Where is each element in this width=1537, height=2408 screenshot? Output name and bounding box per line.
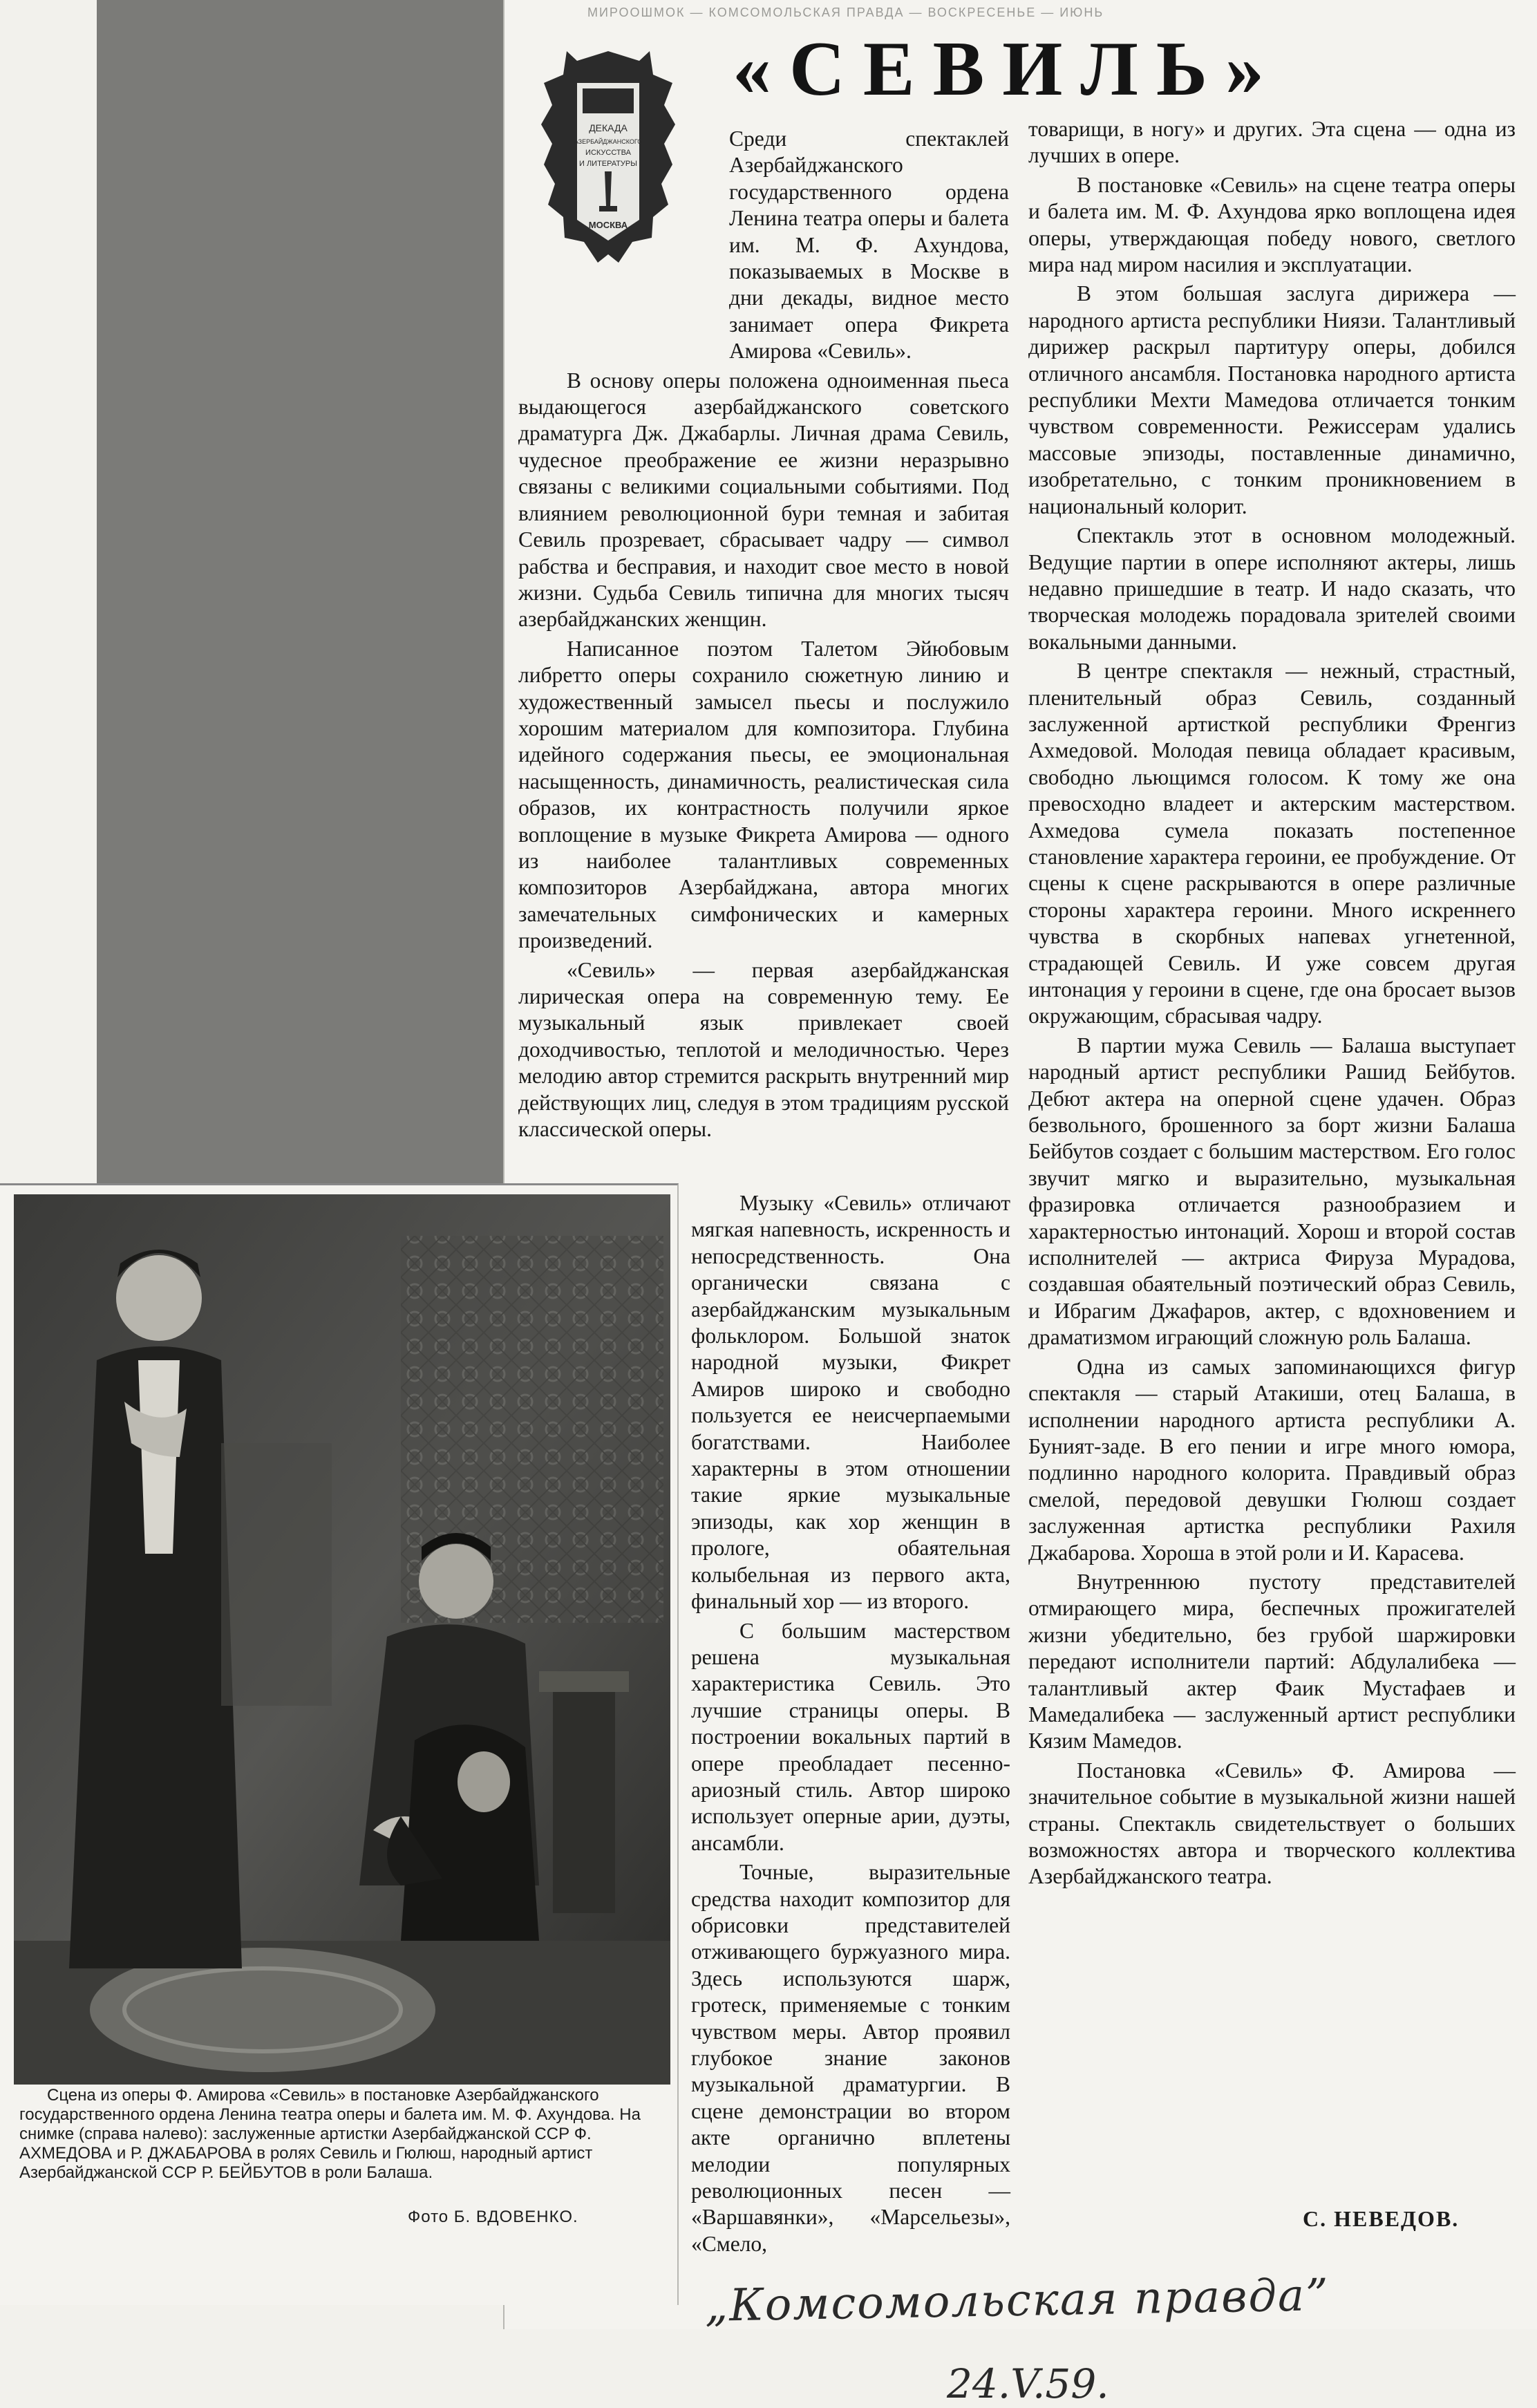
article-column-3 <box>691 1190 1010 2257</box>
paragraph: Одна из самых запоминающихся фигур спектакля — старый Атакиши, отец Балаша, в исполнении народного артиста республики А. Буният-заде. В его пении и игре много юмора, подлинно народного колорита. Правдивый образ смелой, передовой девушки Гюлюш создает заслуженная артистка республики Рахиля Джабарова. Хороша в этой роли и И. Карасева. <box>1028 1354 1516 1565</box>
svg-text:ИСКУССТВА: ИСКУССТВА <box>585 149 631 157</box>
opera-scene-photo <box>14 1194 670 2085</box>
handwritten-source-note: „Комсомольская правда” <box>704 2270 1330 2332</box>
svg-text:И ЛИТЕРАТУРЫ: И ЛИТЕРАТУРЫ <box>578 160 638 168</box>
paragraph: В постановке «Севиль» на сцене театра оперы и балета им. М. Ф. Ахундова ярко воплощена идея оперы, утверждающая победу нового, светлого мира над миром насилия и эксплуатации. <box>1028 172 1516 277</box>
paragraph: С большим мастерством решена музыкальная характеристика Севиль. Это лучшие страницы оперы. В построении вокальных партий в опере преобладает песенно-ариозный стиль. Автор широко использует оперные арии, дуэты, ансамбли. <box>691 1618 1010 1855</box>
paragraph: Постановка «Севиль» Ф. Амирова — значительное событие в музыкальной жизни нашей страны. Спектакль свидетельствует о больших возможностях автора и творческого коллектива Азербайджанского театра. <box>1028 1758 1516 1889</box>
article-column-1 <box>518 126 1009 1142</box>
article-title: «СЕВИЛЬ» <box>733 26 1282 112</box>
svg-text:АЗЕРБАЙДЖАНСКОГО: АЗЕРБАЙДЖАНСКОГО <box>574 138 643 145</box>
author-signature: С. НЕВЕДОВ. <box>1303 2206 1460 2231</box>
photo-caption <box>19 2086 676 2183</box>
newspaper-masthead-strip: МИРООШМОК — КОМСОМОЛЬСКАЯ ПРАВДА — ВОСКРЕСЕНЬЕ — ИЮНЬ <box>587 6 1104 19</box>
caption-text: Сцена из оперы Ф. Амирова «Севиль» в постановке Азербайджанского государственного ордена Ленина театра оперы и балета им. М. Ф. Ахундова. На снимке (справа налево): заслуженные артистки Азербайджанской ССР Ф. АХМЕДОВА и Р. ДЖАБАРОВА в ролях Севиль и Гюлюш, народный артист Азербайджанской ССР Р. БЕЙБУТОВ в роли Балаша. <box>19 2086 641 2182</box>
handwritten-date-note: 24.V.59. <box>947 2360 1109 2407</box>
paragraph: В центре спектакля — нежный, страстный, пленительный образ Севиль, созданный заслуженной артисткой республики Френгиз Ахмедовой. Молодая певица обладает красивым, свободно льющимся голосом. К тому же она превосходно владеет и актерским мастерством. Ахмедова сумела показать постепенное становление характера героини, ее пробуждение. От сцены к сцене раскрываются в опере различные стороны характера героини. Много искреннего чувства в скорбных напевах угнетенной, страдающей Севиль. И уже совсем другая интонация у героини в сцене, где она бросает вызов окружающим, сбрасывая чадру. <box>1028 659 1516 1028</box>
paragraph: «Севиль» — первая азербайджанская лирическая опера на современную тему. Ее музыкальный язык привлекает своей доходчивостью, теплотой и мелодичностью. Через мелодию автор стремится раскрыть внутренний мир действующих лиц, следуя в этом традициям русской классической оперы. <box>518 957 1009 1142</box>
paragraph: Написанное поэтом Талетом Эйюбовым либретто оперы сохранило сюжетную линию и художественный замысел пьесы и послужило хорошим материалом для композитора. Глубина идейного содержания пьесы, ее эмоциональная насыщенность, динамичность, реалистическая сила образов, их контрастность получили яркое воплощение в музыке Фикрета Амирова — одного из наиболее талантливых современных композиторов Азербайджана, автора многих замечательных симфонических и камерных произведений. <box>518 636 1009 953</box>
emblem-text-wrap <box>518 126 729 341</box>
article-column-2 <box>1028 116 1516 1890</box>
paragraph: Среди спектаклей Азербайджанского государственного ордена Ленина театра оперы и балета им. М. Ф. Ахундова, показываемых в Москве в дни декады, видное место занимает опера Фикрета Амирова «Севиль». <box>729 126 1009 364</box>
paragraph: Музыку «Севиль» отличают мягкая напевность, искренность и непосредственность. Она органически связана с азербайджанским музыкальным фольклором. Большой знаток народной музыки, Фикрет Амиров широко и свободно пользуется ее неисчерпаемыми богатствами. Наиболее характерны в этом отношении такие яркие музыкальные эпизоды, как хор женщин в прологе, обаятельная колыбельная из первого акта, финальный хор — из второго. <box>691 1191 1010 1614</box>
paragraph: Спектакль этот в основном молодежный. Ведущие партии в опере исполняют актеры, лишь недавно пришедшие в театр. И надо сказать, что творческая молодежь порадовала зрителей своими вокальными данными. <box>1028 523 1516 654</box>
gray-backing-sheet <box>97 0 518 1189</box>
svg-text:МОСКВА: МОСКВА <box>588 220 628 230</box>
paragraph: Внутреннюю пустоту представителей отмирающего мира, беспечных прожигателей жизни убедительно, без грубой шаржировки передают исполнители партий: Абдулалибека — талантливый актер Фаик Мустафаев и Мамедалибека — заслуженный артист республики Кязим Мамедов. <box>1028 1569 1516 1753</box>
paragraph: товарищи, в ногу» и других. Эта сцена — одна из лучших в опере. <box>1028 117 1516 168</box>
svg-text:ДЕКАДА: ДЕКАДА <box>589 122 628 133</box>
paragraph: Точные, выразительные средства находит композитор для обрисовки представителей отживающего буржуазного мира. Здесь используются шарж, гротеск, применяемые с тонким чувством меры. Автор проявил глубокое знание законов музыкальной драматургии. В сцене демонстрации во втором акте органично вплетены мелодии популярных революционных песен — «Варшавянки», «Марсельезы», «Смело, <box>691 1860 1010 2256</box>
paragraph: В основу оперы положена одноименная пьеса выдающегося азербайджанского советского драматурга Дж. Джабарлы. Личная драма Севиль, чудесное преображение ее жизни неразрывно связаны с великими социальными событиями. Под влиянием революционной бури темная и забитая Севиль прозревает, сбрасывает чадру — символ рабства и бесправия, и находит свое место в новой жизни. Судьба Севиль типична для многих тысяч азербайджанских женщин. <box>518 368 1009 632</box>
paragraph: В партии мужа Севиль — Балаша выступает народный артист республики Рашид Бейбутов. Дебют актера на оперной сцене удачен. Образ безвольного, брошенного за борт жизни Балаша Бейбутов создает с большим мастерством. Его голос звучит мягко и выразительно, музыкальная фразировка отличается разнообразием и характерностью интонаций. Хорош и второй состав исполнителей — актриса Фируза Мурадова, создавшая обаятельный поэтический образ Севиль, и Ибрагим Джафаров, актер, с вдохновением и драматизмом играющий сложную роль Балаша. <box>1028 1033 1516 1350</box>
photo-credit: Фото Б. ВДОВЕНКО. <box>408 2208 578 2226</box>
paragraph: В этом большая заслуга дирижера — народного артиста республики Ниязи. Талантливый дирижер раскрыл партитуру оперы, добился отличного ансамбля. Постановка народного артиста республики Мехти Мамедова отличается тонким чувством современности. Режиссерам удались массовые эпизоды, поставленные динамично, изобретательно, с тонким проникновением в национальный колорит. <box>1028 281 1516 518</box>
